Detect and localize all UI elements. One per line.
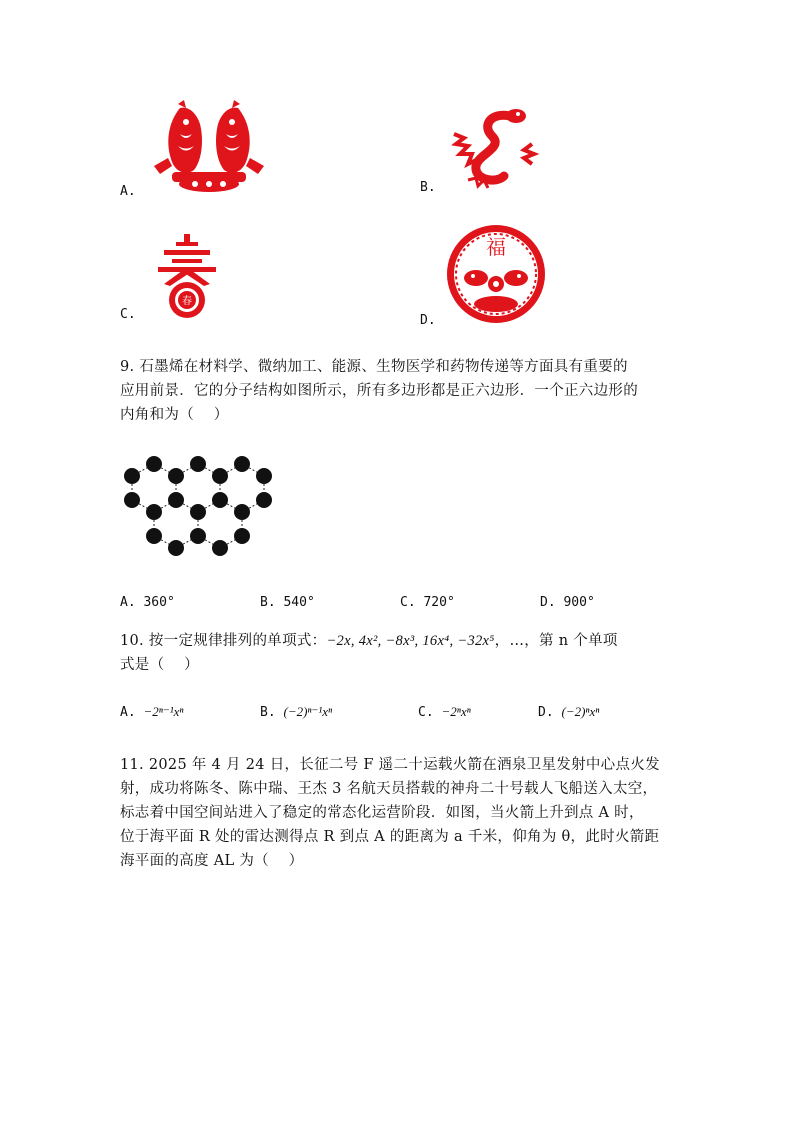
q10-option-a[interactable] <box>120 704 183 720</box>
q11-stem-line4: 位于海平面 R 处的雷达测得点 R 到点 A 的距离为 a 千米，仰角为 θ，此时火箭距 <box>120 829 660 845</box>
graphene-atom <box>234 528 250 544</box>
q10-option-d[interactable] <box>538 704 599 720</box>
q11-stem-line3: 标志着中国空间站进入了稳定的常态化运营阶段．如图，当火箭上升到点 A 时， <box>120 805 644 821</box>
q10-sequence: −2x, 4x², −8x³, 16x⁴, −32x⁵ <box>326 633 495 649</box>
q9-option-c-value: 720° <box>423 595 455 610</box>
q10-option-d-value: (−2)ⁿxⁿ <box>561 704 600 719</box>
graphene-atom <box>124 492 140 508</box>
graphene-atom <box>212 468 228 484</box>
q11-stem-line2: 射，成功将陈冬、陈中瑞、王杰 3 名航天员搭载的神舟二十号载人飞船送入太空， <box>120 781 658 797</box>
q9-option-b-label: B. <box>260 595 276 610</box>
q8-option-a-label: A. <box>120 184 136 199</box>
twin-fish-papercut-image <box>150 100 268 194</box>
q9-option-d-label: D. <box>540 595 556 610</box>
graphene-atom <box>124 468 140 484</box>
q10-prefix: 10. 按一定规律排列的单项式： <box>120 633 327 649</box>
graphene-atom <box>256 468 272 484</box>
q10-option-a-label: A. <box>120 705 136 720</box>
graphene-atom <box>146 504 162 520</box>
q9-option-a[interactable] <box>120 595 175 610</box>
q10-stem-line2: 式是（ ） <box>120 657 199 673</box>
graphene-atom <box>168 540 184 556</box>
q10-option-b-value: (−2)ⁿ⁻¹xⁿ <box>283 704 333 719</box>
q10-option-d-label: D. <box>538 705 554 720</box>
graphene-hexagon-diagram <box>118 448 278 564</box>
q9-stem-line3: 内角和为（ ） <box>120 407 229 423</box>
q9-option-b[interactable] <box>260 595 315 610</box>
spring-character-papercut-image <box>150 232 226 322</box>
fortune-round-papercut-image <box>446 224 546 324</box>
graphene-atom <box>168 492 184 508</box>
graphene-atom <box>212 492 228 508</box>
graphene-atom <box>190 504 206 520</box>
graphene-atom <box>234 504 250 520</box>
graphene-atom <box>234 456 250 472</box>
q10-option-a-value: −2ⁿ⁻¹xⁿ <box>143 704 184 719</box>
graphene-atom <box>190 456 206 472</box>
snake-papercut-image <box>448 104 540 192</box>
q10-option-c[interactable] <box>418 704 471 720</box>
q9-option-d[interactable] <box>540 595 595 610</box>
q8-option-c-label: C. <box>120 307 136 322</box>
q11-stem-line5: 海平面的高度 AL 为（ ） <box>120 853 304 869</box>
graphene-atom <box>212 540 228 556</box>
q10-option-b-label: B. <box>260 705 276 720</box>
graphene-atom <box>256 492 272 508</box>
q11-stem-line1: 11. 2025 年 4 月 24 日，长征二号 F 遥二十运载火箭在酒泉卫星发射中心点火发 <box>120 757 660 773</box>
q10-suffix: ，…，第 n 个单项 <box>494 633 618 649</box>
q10-option-c-value: −2ⁿxⁿ <box>441 704 471 719</box>
q9-option-d-value: 900° <box>563 595 595 610</box>
graphene-atom <box>146 528 162 544</box>
q9-option-a-label: A. <box>120 595 136 610</box>
q10-option-c-label: C. <box>418 705 434 720</box>
q9-option-c-label: C. <box>400 595 416 610</box>
q9-option-a-value: 360° <box>143 595 175 610</box>
q8-option-d-label: D. <box>420 313 436 328</box>
spring-glyph: 春 <box>182 296 192 307</box>
q8-option-b-label: B. <box>420 180 436 195</box>
q9-stem-line2: 应用前景．它的分子结构如图所示，所有多边形都是正六边形．一个正六边形的 <box>120 383 638 399</box>
q9-option-c[interactable] <box>400 595 455 610</box>
q9-stem-line1: 9. 石墨烯在材料学、微纳加工、能源、生物医学和药物传递等方面具有重要的 <box>120 359 628 375</box>
q9-option-b-value: 540° <box>283 595 315 610</box>
fortune-glyph: 福 <box>486 235 506 259</box>
q10-stem-line1 <box>120 630 618 652</box>
graphene-atom <box>168 468 184 484</box>
q10-option-b[interactable] <box>260 704 332 720</box>
graphene-atom <box>190 528 206 544</box>
graphene-atom <box>146 456 162 472</box>
